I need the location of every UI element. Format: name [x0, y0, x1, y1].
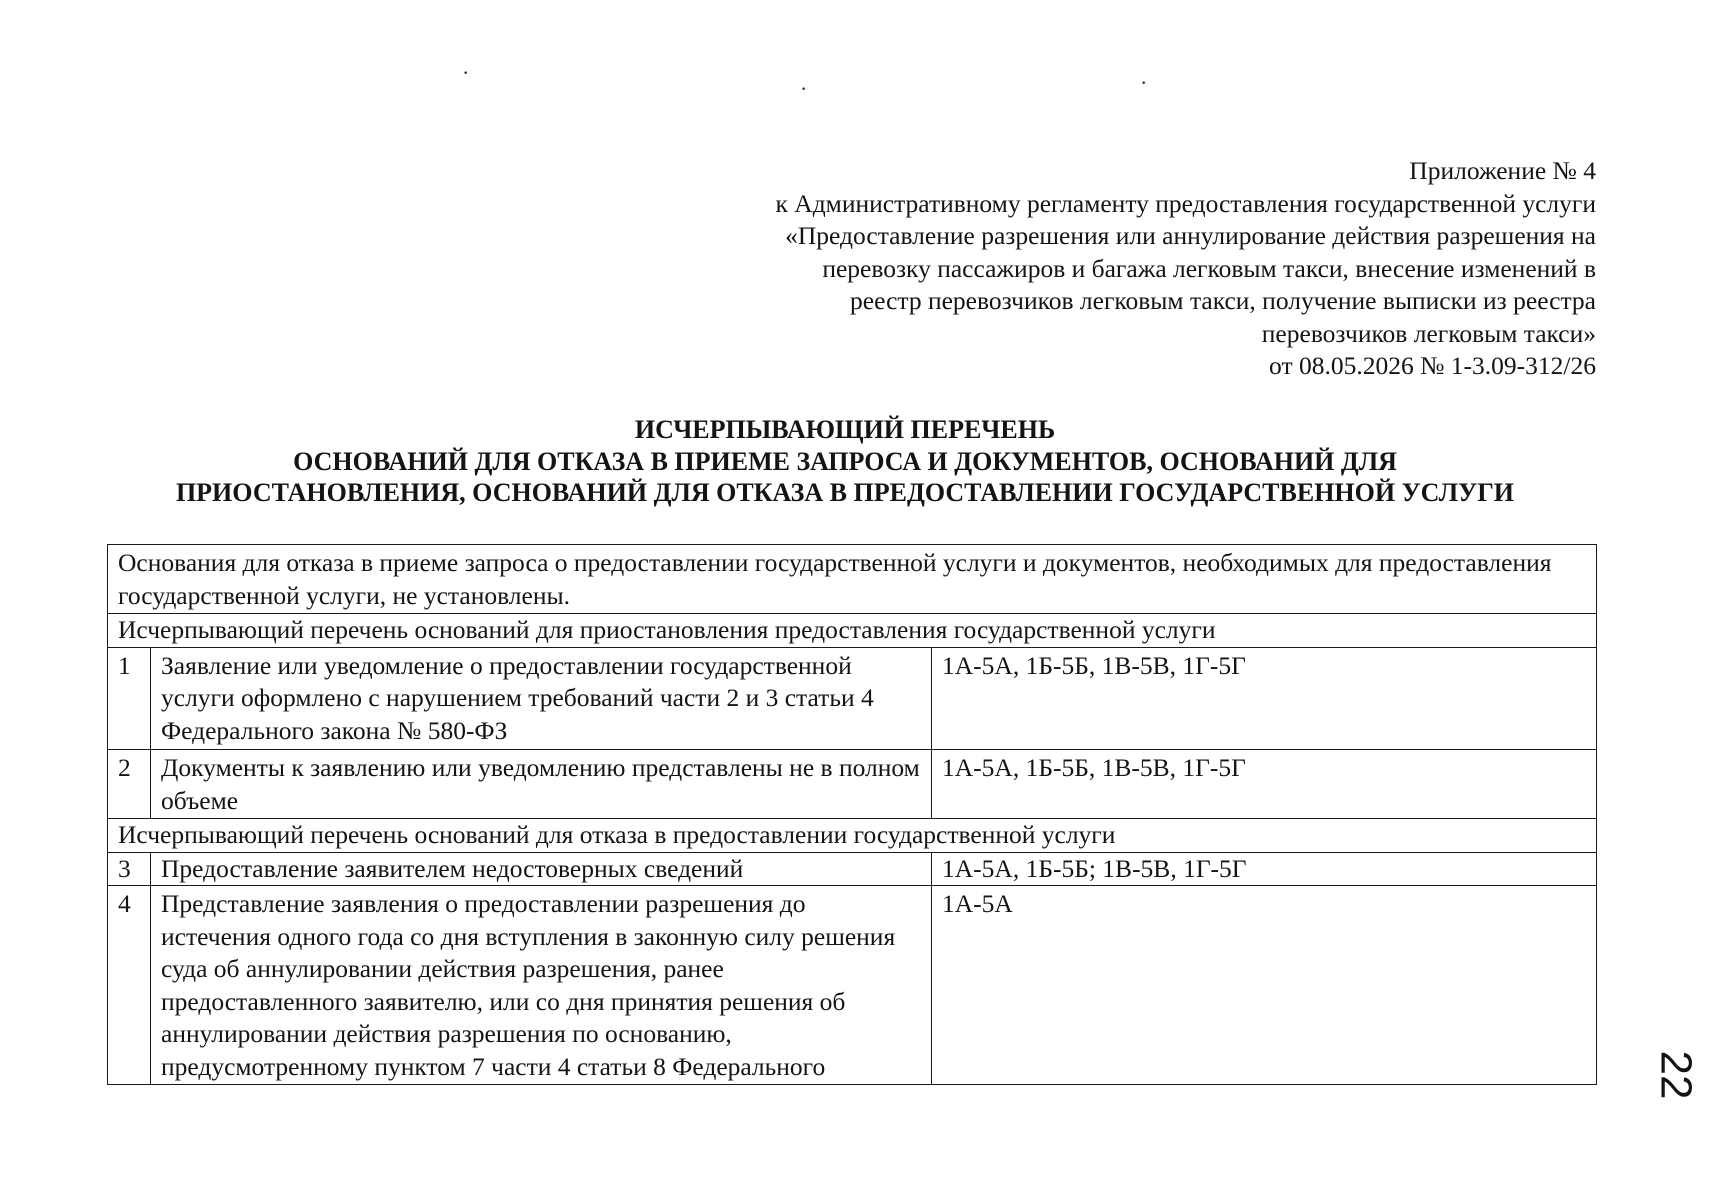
heading-line: ОСНОВАНИЙ ДЛЯ ОТКАЗА В ПРИЕМЕ ЗАПРОСА И ДОКУМЕНТОВ, ОСНОВАНИЙ ДЛЯ [293, 446, 1397, 476]
appendix-line: перевозку пассажиров и багажа легковым такси, внесение изменений в [822, 253, 1596, 283]
table-row [108, 886, 1597, 1085]
row-ground-text: Заявление или уведомление о предоставлении государственной услуги оформлено с нарушением требований части 2 и 3 статьи 4 Федерального закона № 580-ФЗ [151, 647, 932, 750]
row-number: 1 [108, 647, 151, 750]
row-number: 4 [108, 886, 151, 1085]
intro-row [108, 545, 1597, 614]
row-number: 2 [108, 750, 151, 819]
scan-speck: · [800, 76, 808, 101]
appendix-line: реестр перевозчиков легковым такси, получение выписки из реестра [850, 286, 1596, 315]
scan-speck: · [1140, 70, 1148, 95]
intro-cell: Основания для отказа в приеме запроса о предоставлении государственной услуги и документов, необходимых для предоставления государственной услуги, не установлены. [108, 545, 1597, 614]
page-number: 22 [1651, 1050, 1701, 1100]
scan-speck: · [462, 60, 470, 85]
section-refusal-header: Исчерпывающий перечень оснований для отказа в предоставлении государственной услуги [108, 819, 1597, 853]
row-codes: 1А-5А, 1Б-5Б; 1В-5В, 1Г-5Г [932, 852, 1597, 886]
grounds-table [107, 544, 1597, 1085]
section-header-row [108, 614, 1597, 648]
heading-line: ПРИОСТАНОВЛЕНИЯ, ОСНОВАНИЙ ДЛЯ ОТКАЗА В ПРЕДОСТАВЛЕНИИ ГОСУДАРСТВЕННОЙ УСЛУГИ [175, 478, 1515, 507]
row-codes: 1А-5А, 1Б-5Б, 1В-5В, 1Г-5Г [932, 647, 1597, 750]
document-heading [100, 414, 1590, 509]
row-ground-text: Представление заявления о предоставлении разрешения до истечения одного года со дня вступления в законную силу решения суда об аннулировании действия разрешения, ранее предоставленного заявителю, или со дня принятия решения об аннулировании действия разрешения по основанию, предусмотренному пунктом 7 части 4 статьи 8 Федерального [151, 886, 932, 1085]
row-codes: 1А-5А, 1Б-5Б, 1В-5В, 1Г-5Г [932, 750, 1597, 819]
row-number: 3 [108, 852, 151, 886]
row-codes: 1А-5А [932, 886, 1597, 1085]
section-header-row [108, 819, 1597, 853]
section-suspension-header: Исчерпывающий перечень оснований для приостановления предоставления государственной услуги [108, 614, 1597, 648]
row-ground-text: Предоставление заявителем недостоверных сведений [151, 852, 932, 886]
appendix-line: Приложение № 4 [1409, 156, 1596, 185]
table-row [108, 852, 1597, 886]
heading-line: ИСЧЕРПЫВАЮЩИЙ ПЕРЕЧЕНЬ [634, 415, 1056, 444]
appendix-line: «Предоставление разрешения или аннулирование действия разрешения на [785, 221, 1596, 250]
table-row [108, 647, 1597, 750]
row-ground-text: Документы к заявлению или уведомлению представлены не в полном объеме [151, 750, 932, 819]
appendix-line: перевозчиков легковым такси» [1261, 318, 1596, 348]
table-row [108, 750, 1597, 819]
appendix-date-line: от 08.05.2026 № 1-3.09-312/26 [1269, 351, 1596, 380]
appendix-note [536, 155, 1596, 383]
appendix-line: к Административному регламенту предоставления государственной услуги [775, 188, 1596, 218]
